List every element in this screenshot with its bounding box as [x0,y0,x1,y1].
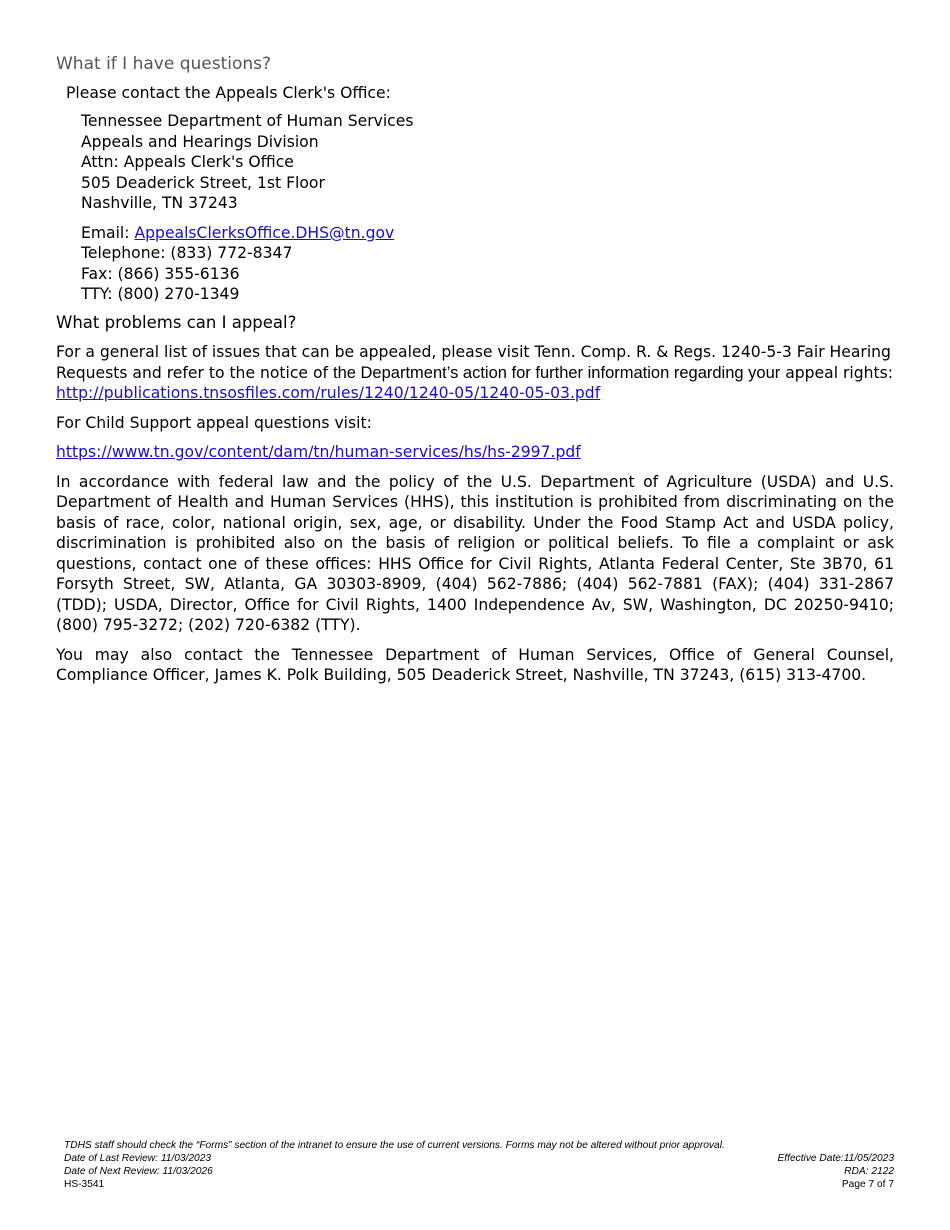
general-counsel-paragraph: You may also contact the Tennessee Department of Human Services, Office of General Counsel, Compliance Officer, James K. Polk Building, 505 Deaderick Street, Nashville, TN 37243, (615) 313-4700. [56,645,894,684]
child-support-link[interactable]: https://www.tn.gov/content/dam/tn/human-services/hs/hs-2997.pdf [56,443,581,461]
mailing-address [81,111,894,214]
address-line: 505 Deaderick Street, 1st Floor [81,173,325,192]
email-link[interactable]: AppealsClerksOffice.DHS@tn.gov [134,223,395,242]
email-label: Email: [81,223,135,242]
document-body [56,54,894,695]
rules-link[interactable]: http://publications.tnsosfiles.com/rules/1240/1240-05/1240-05-03.pdf [56,384,601,402]
next-review-date: Date of Next Review: 11/03/2026 [64,1166,213,1177]
appeal-issues-text: For a general list of issues that can be appealed, please visit Tenn. Comp. R. & Regs. 1240-5-3 Fair Hearing Requests and refer to the notice of [56,343,891,382]
footer-notice: TDHS staff should check the “Forms” section of the intranet to ensure the use of current versions. Forms may not be altered without prior approval. [64,1140,725,1151]
problems-heading: What problems can I appeal? [56,312,297,332]
child-support-text: For Child Support appeal questions visit: [56,413,372,432]
email-line [81,223,894,244]
footer-row [64,1178,894,1191]
appeal-issues-paragraph [56,342,894,404]
appeal-issues-text-3: appeal rights: [780,363,894,382]
footer-row [64,1152,894,1165]
appeal-issues-text-2: the Department’s action for further information regarding your [332,363,781,382]
fax-line: Fax: (866) 355-6136 [81,264,240,283]
tty-line: TTY: (800) 270-1349 [81,285,240,303]
address-line: Tennessee Department of Human Services [81,112,414,130]
last-review-date: Date of Last Review: 11/03/2023 [64,1153,212,1164]
page-footer [64,1139,894,1191]
nondiscrimination-paragraph: In accordance with federal law and the policy of the U.S. Department of Agriculture (USDA) and U.S. Department of Health and Human Services (HHS), this institution is prohibited from discriminating on the basis of race, color, national origin, sex, age, or disability. Under the Food Stamp Act and USDA policy, discrimination is prohibited also on the basis of religion or political beliefs. To file a complaint or ask questions, contact one of these offices: HHS Office for Civil Rights, Atlanta Federal Center, Ste 3B70, 61 Forsyth Street, SW, Atlanta, GA 30303-8909, (404) 562-7886; (404) 562-7881 (FAX); (404) 331-2867 (TDD); USDA, Director, Office for Civil Rights, 1400 Independence Av, SW, Washington, DC 20250-9410; (800) 795-3272; (202) 720-6382 (TTY). [56,472,894,634]
address-line: Attn: Appeals Clerk's Office [81,153,294,171]
questions-heading: What if I have questions? [56,54,272,74]
address-line: Nashville, TN 37243 [81,194,238,212]
page-number: Page 7 of 7 [841,1179,894,1190]
child-support-paragraph [56,442,894,463]
address-line: Appeals and Hearings Division [81,132,319,151]
footer-row [64,1165,894,1178]
contact-details [81,223,894,305]
telephone-line: Telephone: (833) 772-8347 [81,244,293,262]
rda-number: RDA: 2122 [844,1166,894,1177]
effective-date: Effective Date:11/05/2023 [777,1153,894,1164]
form-number: HS-3541 [64,1179,105,1190]
contact-intro: Please contact the Appeals Clerk's Office: [66,83,391,102]
